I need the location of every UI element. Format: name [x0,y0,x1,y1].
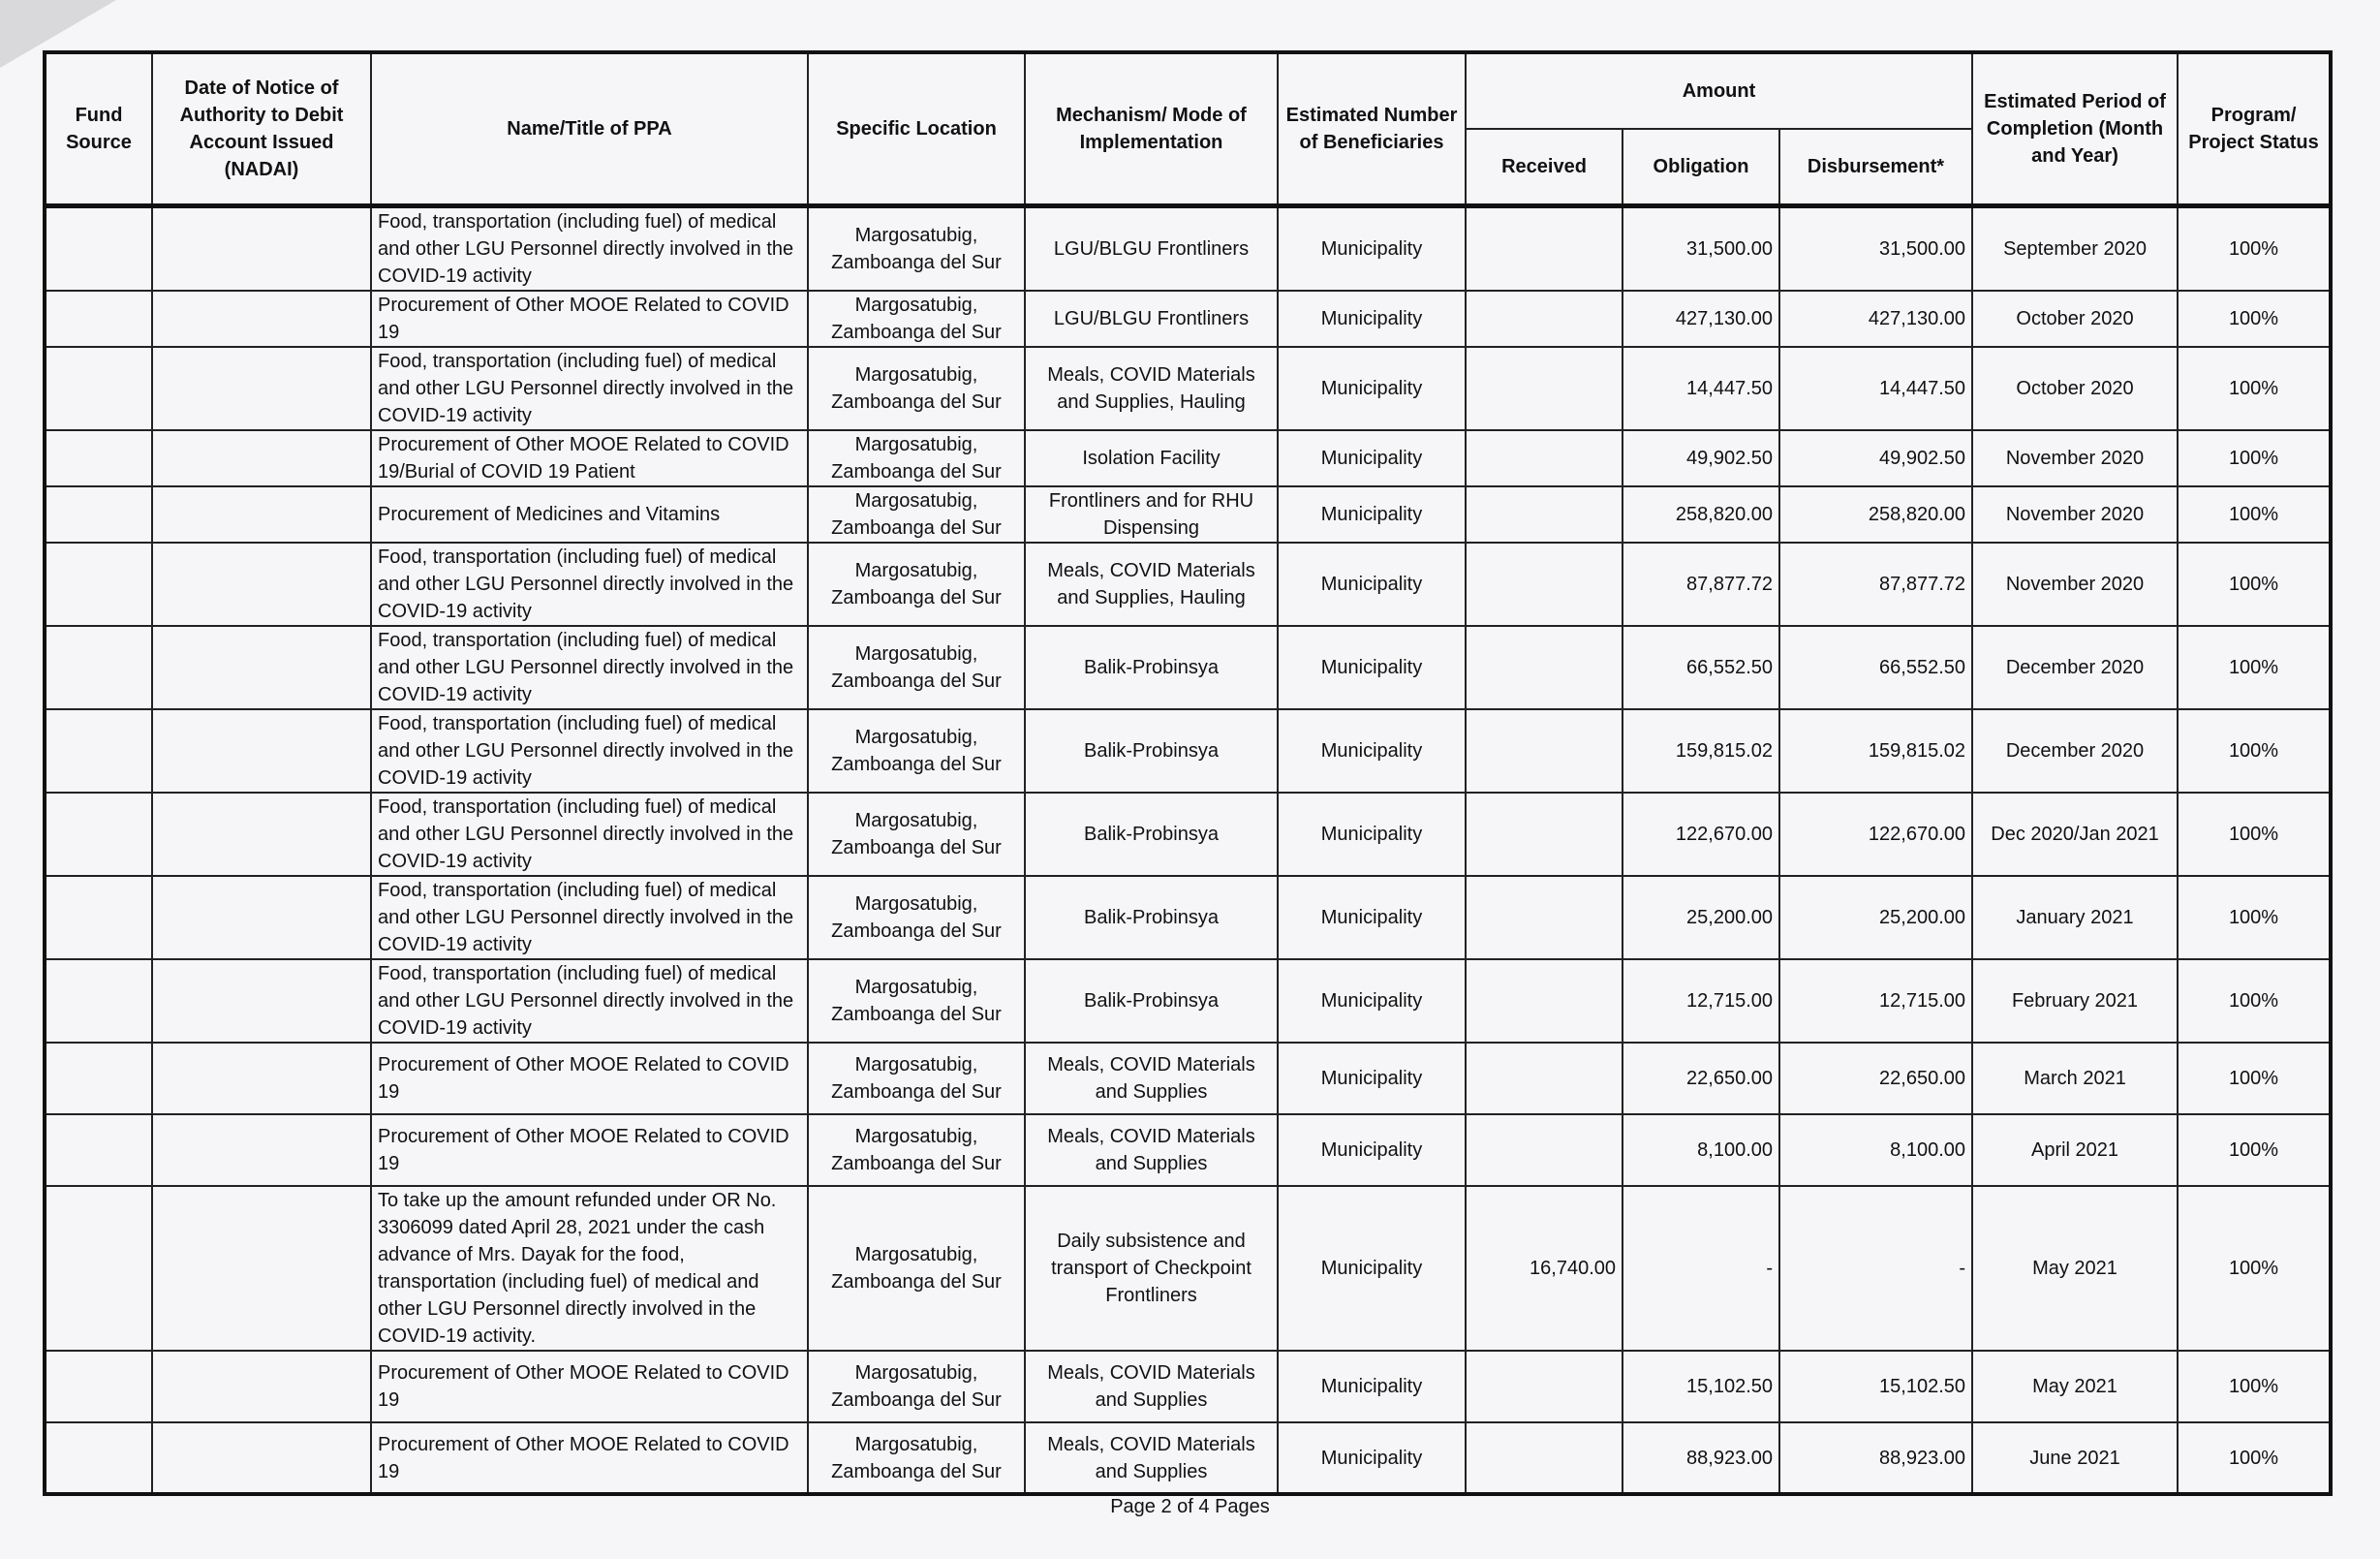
nadai-cell [152,291,371,347]
header-location: Specific Location [808,52,1025,206]
ppa-name-cell: Food, transportation (including fuel) of medical and other LGU Personnel directly involved in the COVID-19 activity [371,876,808,959]
header-received: Received [1466,129,1623,206]
header-disbursement: Disbursement* [1779,129,1972,206]
received-cell [1466,1114,1623,1186]
location-cell: Margosatubig, Zamboanga del Sur [808,291,1025,347]
fund-source-cell [45,1186,152,1351]
completion-cell: February 2021 [1972,959,2178,1043]
disbursement-cell: 22,650.00 [1779,1043,1972,1114]
received-cell: 16,740.00 [1466,1186,1623,1351]
mechanism-cell: Meals, COVID Materials and Supplies [1025,1043,1278,1114]
location-cell: Margosatubig, Zamboanga del Sur [808,709,1025,793]
location-cell: Margosatubig, Zamboanga del Sur [808,1422,1025,1494]
completion-cell: April 2021 [1972,1114,2178,1186]
ppa-name-cell: Food, transportation (including fuel) of medical and other LGU Personnel directly involved in the COVID-19 activity [371,793,808,876]
table-body [45,206,2331,1495]
fund-source-cell [45,543,152,626]
header-beneficiaries: Estimated Number of Beneficiaries [1278,52,1466,206]
status-cell: 100% [2178,1422,2331,1494]
location-cell: Margosatubig, Zamboanga del Sur [808,793,1025,876]
ppa-name-cell: Food, transportation (including fuel) of medical and other LGU Personnel directly involved in the COVID-19 activity [371,709,808,793]
ppa-name-cell: Food, transportation (including fuel) of medical and other LGU Personnel directly involved in the COVID-19 activity [371,543,808,626]
fund-source-cell [45,1422,152,1494]
received-cell [1466,876,1623,959]
table-row [45,1351,2331,1422]
nadai-cell [152,486,371,543]
mechanism-cell: Balik-Probinsya [1025,959,1278,1043]
disbursement-cell: - [1779,1186,1972,1351]
mechanism-cell: Meals, COVID Materials and Supplies [1025,1422,1278,1494]
beneficiaries-cell: Municipality [1278,876,1466,959]
ppa-name-cell: Procurement of Other MOOE Related to COVID 19 [371,1351,808,1422]
table-row [45,876,2331,959]
ppa-name-cell: Procurement of Other MOOE Related to COVID 19 [371,291,808,347]
ppa-name-cell: To take up the amount refunded under OR No. 3306099 dated April 28, 2021 under the cash advance of Mrs. Dayak for the food, transportation (including fuel) of medical and other LGU Personnel directly involved in the COVID-19 activity. [371,1186,808,1351]
status-cell: 100% [2178,543,2331,626]
obligation-cell: 12,715.00 [1623,959,1779,1043]
fund-source-cell [45,876,152,959]
header-status: Program/ Project Status [2178,52,2331,206]
table-row [45,793,2331,876]
fund-source-cell [45,206,152,292]
fund-source-cell [45,1114,152,1186]
status-cell: 100% [2178,347,2331,430]
disbursement-cell: 66,552.50 [1779,626,1972,709]
mechanism-cell: Balik-Probinsya [1025,709,1278,793]
mechanism-cell: Daily subsistence and transport of Checkpoint Frontliners [1025,1186,1278,1351]
nadai-cell [152,347,371,430]
nadai-cell [152,1043,371,1114]
completion-cell: December 2020 [1972,626,2178,709]
obligation-cell: 15,102.50 [1623,1351,1779,1422]
received-cell [1466,486,1623,543]
obligation-cell: 66,552.50 [1623,626,1779,709]
disbursement-cell: 87,877.72 [1779,543,1972,626]
disbursement-cell: 427,130.00 [1779,291,1972,347]
status-cell: 100% [2178,1043,2331,1114]
status-cell: 100% [2178,959,2331,1043]
ppa-name-cell: Food, transportation (including fuel) of medical and other LGU Personnel directly involved in the COVID-19 activity [371,626,808,709]
obligation-cell: 159,815.02 [1623,709,1779,793]
status-cell: 100% [2178,1186,2331,1351]
table-row [45,709,2331,793]
status-cell: 100% [2178,486,2331,543]
disbursement-cell: 49,902.50 [1779,430,1972,486]
header-completion: Estimated Period of Completion (Month and Year) [1972,52,2178,206]
status-cell: 100% [2178,793,2331,876]
table-row [45,206,2331,292]
received-cell [1466,543,1623,626]
location-cell: Margosatubig, Zamboanga del Sur [808,876,1025,959]
ppa-name-cell: Food, transportation (including fuel) of medical and other LGU Personnel directly involved in the COVID-19 activity [371,347,808,430]
disbursement-cell: 8,100.00 [1779,1114,1972,1186]
obligation-cell: 122,670.00 [1623,793,1779,876]
nadai-cell [152,876,371,959]
completion-cell: September 2020 [1972,206,2178,292]
location-cell: Margosatubig, Zamboanga del Sur [808,543,1025,626]
fund-source-cell [45,291,152,347]
fund-source-cell [45,347,152,430]
location-cell: Margosatubig, Zamboanga del Sur [808,486,1025,543]
mechanism-cell: Frontliners and for RHU Dispensing [1025,486,1278,543]
completion-cell: October 2020 [1972,291,2178,347]
table-row [45,1422,2331,1494]
nadai-cell [152,1351,371,1422]
header-fund-source: Fund Source [45,52,152,206]
disbursement-cell: 12,715.00 [1779,959,1972,1043]
location-cell: Margosatubig, Zamboanga del Sur [808,430,1025,486]
location-cell: Margosatubig, Zamboanga del Sur [808,959,1025,1043]
mechanism-cell: Balik-Probinsya [1025,626,1278,709]
nadai-cell [152,959,371,1043]
status-cell: 100% [2178,430,2331,486]
page-footer: Page 2 of 4 Pages [1110,1496,1270,1517]
table-row [45,486,2331,543]
mechanism-cell: Isolation Facility [1025,430,1278,486]
status-cell: 100% [2178,626,2331,709]
fund-source-cell [45,626,152,709]
fund-source-cell [45,430,152,486]
nadai-cell [152,543,371,626]
beneficiaries-cell: Municipality [1278,1186,1466,1351]
status-cell: 100% [2178,1351,2331,1422]
table-header [45,52,2331,206]
beneficiaries-cell: Municipality [1278,430,1466,486]
received-cell [1466,1043,1623,1114]
status-cell: 100% [2178,1114,2331,1186]
table-row [45,543,2331,626]
beneficiaries-cell: Municipality [1278,347,1466,430]
received-cell [1466,1422,1623,1494]
table-row [45,291,2331,347]
mechanism-cell: Meals, COVID Materials and Supplies, Hauling [1025,347,1278,430]
beneficiaries-cell: Municipality [1278,291,1466,347]
beneficiaries-cell: Municipality [1278,1043,1466,1114]
ppa-name-cell: Food, transportation (including fuel) of medical and other LGU Personnel directly involved in the COVID-19 activity [371,959,808,1043]
table-row [45,1186,2331,1351]
ppa-name-cell: Procurement of Other MOOE Related to COVID 19/Burial of COVID 19 Patient [371,430,808,486]
beneficiaries-cell: Municipality [1278,959,1466,1043]
nadai-cell [152,1186,371,1351]
ppa-name-cell: Food, transportation (including fuel) of medical and other LGU Personnel directly involved in the COVID-19 activity [371,206,808,292]
obligation-cell: 258,820.00 [1623,486,1779,543]
status-cell: 100% [2178,709,2331,793]
disbursement-cell: 258,820.00 [1779,486,1972,543]
beneficiaries-cell: Municipality [1278,486,1466,543]
location-cell: Margosatubig, Zamboanga del Sur [808,206,1025,292]
received-cell [1466,626,1623,709]
ppa-name-cell: Procurement of Other MOOE Related to COVID 19 [371,1114,808,1186]
completion-cell: May 2021 [1972,1351,2178,1422]
table-row [45,959,2331,1043]
nadai-cell [152,626,371,709]
ppa-name-cell: Procurement of Medicines and Vitamins [371,486,808,543]
completion-cell: January 2021 [1972,876,2178,959]
mechanism-cell: Meals, COVID Materials and Supplies, Hauling [1025,543,1278,626]
disbursement-cell: 88,923.00 [1779,1422,1972,1494]
nadai-cell [152,709,371,793]
nadai-cell [152,430,371,486]
received-cell [1466,347,1623,430]
nadai-cell [152,1114,371,1186]
obligation-cell: 49,902.50 [1623,430,1779,486]
completion-cell: May 2021 [1972,1186,2178,1351]
table-row [45,430,2331,486]
status-cell: 100% [2178,206,2331,292]
received-cell [1466,959,1623,1043]
table-row [45,1114,2331,1186]
table-row [45,1043,2331,1114]
beneficiaries-cell: Municipality [1278,206,1466,292]
received-cell [1466,430,1623,486]
header-nadai: Date of Notice of Authority to Debit Account Issued (NADAI) [152,52,371,206]
location-cell: Margosatubig, Zamboanga del Sur [808,1114,1025,1186]
header-amount: Amount [1466,52,1972,129]
completion-cell: November 2020 [1972,486,2178,543]
received-cell [1466,1351,1623,1422]
mechanism-cell: LGU/BLGU Frontliners [1025,291,1278,347]
beneficiaries-cell: Municipality [1278,793,1466,876]
fund-source-cell [45,793,152,876]
mechanism-cell: Balik-Probinsya [1025,793,1278,876]
location-cell: Margosatubig, Zamboanga del Sur [808,347,1025,430]
received-cell [1466,709,1623,793]
obligation-cell: 22,650.00 [1623,1043,1779,1114]
header-mechanism: Mechanism/ Mode of Implementation [1025,52,1278,206]
fund-source-cell [45,959,152,1043]
obligation-cell: 25,200.00 [1623,876,1779,959]
obligation-cell: 31,500.00 [1623,206,1779,292]
beneficiaries-cell: Municipality [1278,626,1466,709]
beneficiaries-cell: Municipality [1278,543,1466,626]
header-obligation: Obligation [1623,129,1779,206]
ppa-table [43,50,2333,1496]
mechanism-cell: Meals, COVID Materials and Supplies [1025,1114,1278,1186]
completion-cell: November 2020 [1972,430,2178,486]
obligation-cell: 14,447.50 [1623,347,1779,430]
nadai-cell [152,793,371,876]
completion-cell: December 2020 [1972,709,2178,793]
beneficiaries-cell: Municipality [1278,1422,1466,1494]
received-cell [1466,793,1623,876]
disbursement-cell: 122,670.00 [1779,793,1972,876]
disbursement-cell: 159,815.02 [1779,709,1972,793]
fund-source-cell [45,1351,152,1422]
nadai-cell [152,1422,371,1494]
mechanism-cell: Meals, COVID Materials and Supplies [1025,1351,1278,1422]
obligation-cell: 8,100.00 [1623,1114,1779,1186]
location-cell: Margosatubig, Zamboanga del Sur [808,1351,1025,1422]
disbursement-cell: 31,500.00 [1779,206,1972,292]
received-cell [1466,291,1623,347]
location-cell: Margosatubig, Zamboanga del Sur [808,1186,1025,1351]
obligation-cell: 87,877.72 [1623,543,1779,626]
completion-cell: March 2021 [1972,1043,2178,1114]
disbursement-cell: 14,447.50 [1779,347,1972,430]
mechanism-cell: Balik-Probinsya [1025,876,1278,959]
fund-source-cell [45,709,152,793]
mechanism-cell: LGU/BLGU Frontliners [1025,206,1278,292]
header-name: Name/Title of PPA [371,52,808,206]
ppa-name-cell: Procurement of Other MOOE Related to COVID 19 [371,1422,808,1494]
obligation-cell: - [1623,1186,1779,1351]
completion-cell: Dec 2020/Jan 2021 [1972,793,2178,876]
completion-cell: October 2020 [1972,347,2178,430]
ppa-name-cell: Procurement of Other MOOE Related to COVID 19 [371,1043,808,1114]
nadai-cell [152,206,371,292]
beneficiaries-cell: Municipality [1278,709,1466,793]
completion-cell: June 2021 [1972,1422,2178,1494]
location-cell: Margosatubig, Zamboanga del Sur [808,626,1025,709]
received-cell [1466,206,1623,292]
obligation-cell: 427,130.00 [1623,291,1779,347]
table-row [45,626,2331,709]
fund-source-cell [45,1043,152,1114]
completion-cell: November 2020 [1972,543,2178,626]
beneficiaries-cell: Municipality [1278,1114,1466,1186]
beneficiaries-cell: Municipality [1278,1351,1466,1422]
fund-source-cell [45,486,152,543]
obligation-cell: 88,923.00 [1623,1422,1779,1494]
disbursement-cell: 15,102.50 [1779,1351,1972,1422]
disbursement-cell: 25,200.00 [1779,876,1972,959]
status-cell: 100% [2178,876,2331,959]
location-cell: Margosatubig, Zamboanga del Sur [808,1043,1025,1114]
table-row [45,347,2331,430]
status-cell: 100% [2178,291,2331,347]
